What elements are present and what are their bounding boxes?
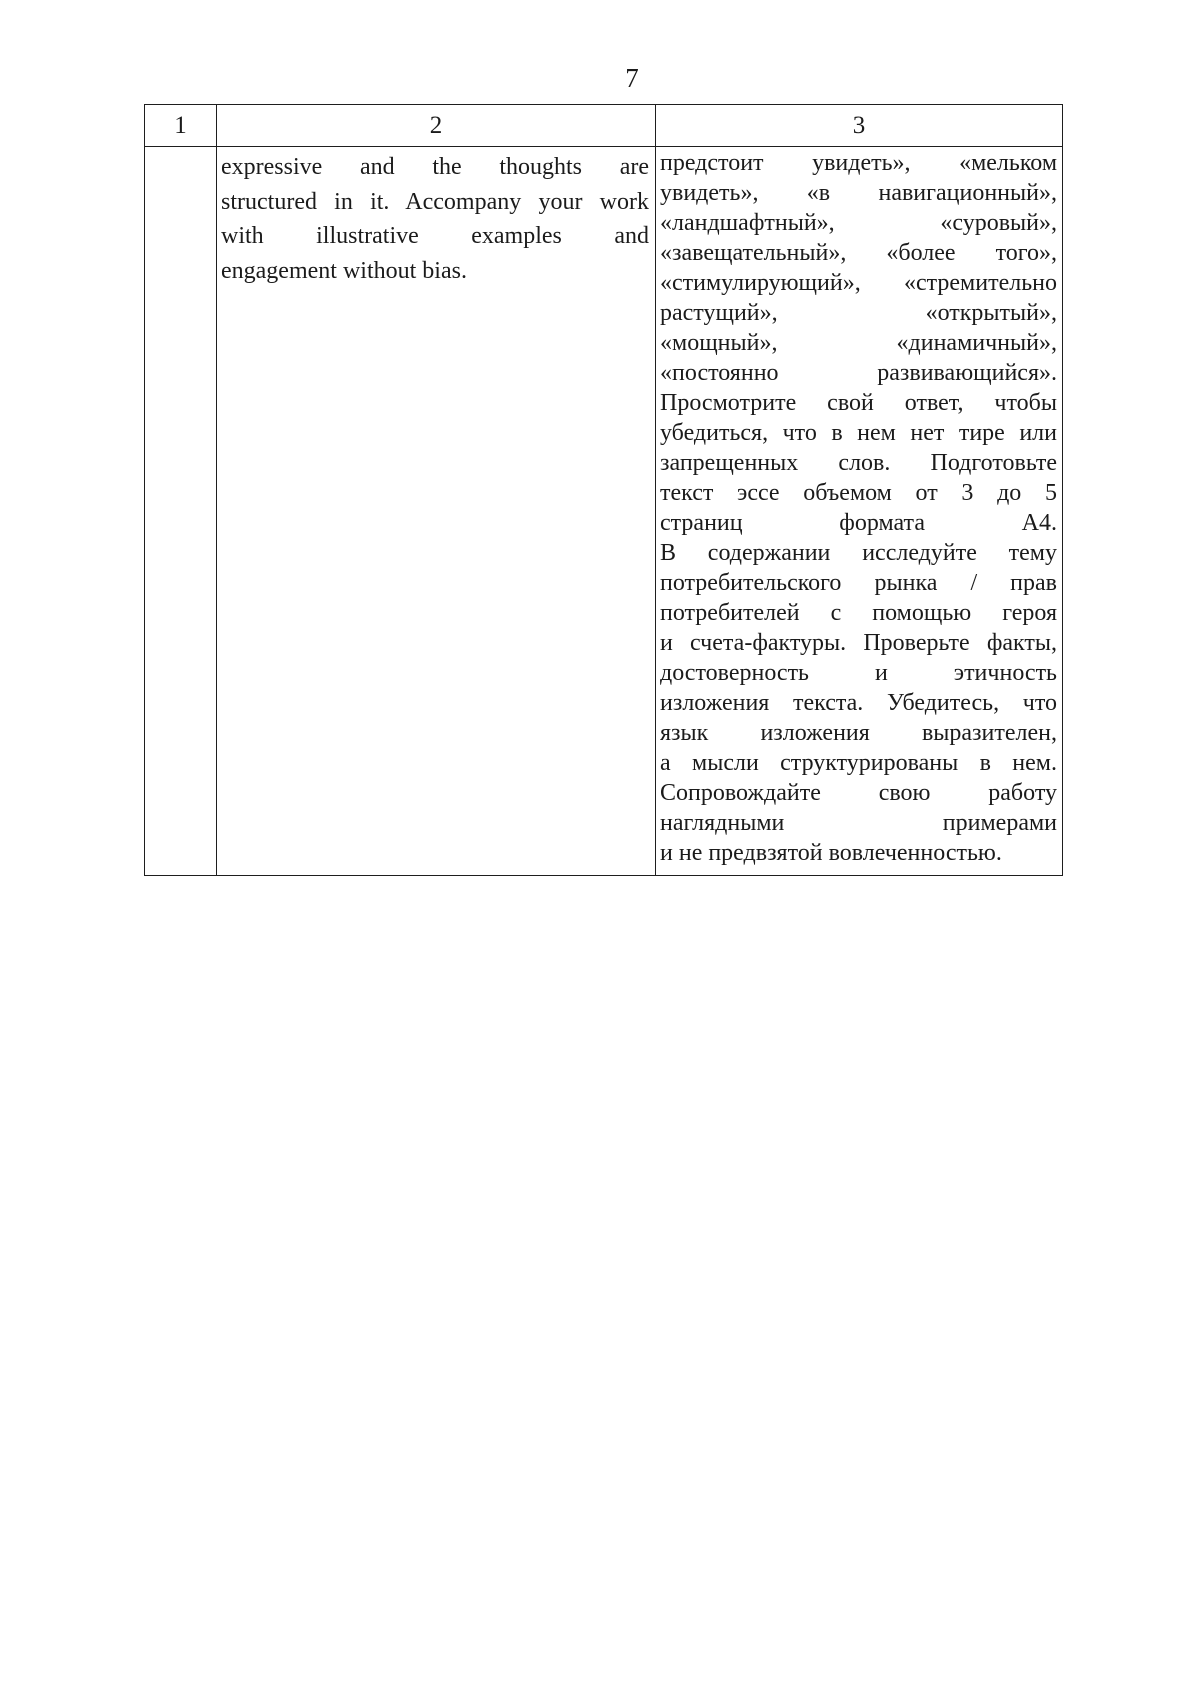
- cell-text-line: Сопровождайте свою работу: [660, 780, 1057, 806]
- table-cell-col3: [656, 147, 1062, 875]
- header-label-1: 1: [174, 111, 187, 139]
- cell-text-line: убедиться, что в нем нет тире или: [660, 420, 1057, 446]
- cell-text-line: растущий», «открытый»,: [660, 300, 1057, 326]
- header-label-3: 3: [852, 111, 866, 139]
- cell-text-line: structured in it. Accompany your work: [221, 188, 649, 215]
- cell-text-line: «ландшафтный», «суровый»,: [660, 210, 1057, 236]
- table-header-cell-1: [145, 105, 217, 147]
- cell-text-line: страниц формата А4.: [660, 510, 1057, 536]
- cell-text-line: «мощный», «динамичный»,: [660, 330, 1057, 356]
- cell-text-line: и счета-фактуры. Проверьте факты,: [660, 630, 1057, 656]
- cell-text-line: язык изложения выразителен,: [660, 720, 1057, 746]
- table-header-cell-2: [217, 105, 656, 147]
- cell-text-line: В содержании исследуйте тему: [660, 540, 1057, 566]
- cell-text-line: текст эссе объемом от 3 до 5: [660, 480, 1057, 506]
- cell-text-line: достоверность и этичность: [660, 660, 1057, 686]
- cell-text-line: и не предвзятой вовлеченностью.: [660, 840, 1002, 866]
- cell-text-line: предстоит увидеть», «мельком: [660, 150, 1057, 176]
- cell-text-line: engagement without bias.: [221, 257, 467, 284]
- cell-text-line: увидеть», «в навигационный»,: [660, 180, 1057, 206]
- cell-text-line: запрещенных слов. Подготовьте: [660, 450, 1057, 476]
- header-label-2: 2: [429, 111, 443, 139]
- table-cell-col2: [217, 147, 656, 875]
- cell-text-line: expressive and the thoughts are: [221, 154, 649, 180]
- cell-text-line: Просмотрите свой ответ, чтобы: [660, 390, 1057, 416]
- cell-text-line: «завещательный», «более того»,: [660, 240, 1057, 266]
- content-table: [144, 104, 1063, 876]
- cell-text-line: изложения текста. Убедитесь, что: [660, 690, 1057, 716]
- cell-text-line: потребителей с помощью героя: [660, 600, 1057, 626]
- cell-text-line: «постоянно развивающийся».: [660, 360, 1057, 386]
- page-number: 7: [625, 63, 639, 93]
- cell-text-line: наглядными примерами: [660, 810, 1057, 836]
- cell-text-line: потребительского рынка / прав: [660, 570, 1057, 596]
- cell-text-line: with illustrative examples and: [221, 223, 649, 249]
- table-header-cell-3: [656, 105, 1062, 147]
- cell-text-line: а мысли структурированы в нем.: [660, 750, 1057, 776]
- table-cell-col1: [145, 147, 217, 875]
- cell-text-line: «стимулирующий», «стремительно: [660, 270, 1057, 296]
